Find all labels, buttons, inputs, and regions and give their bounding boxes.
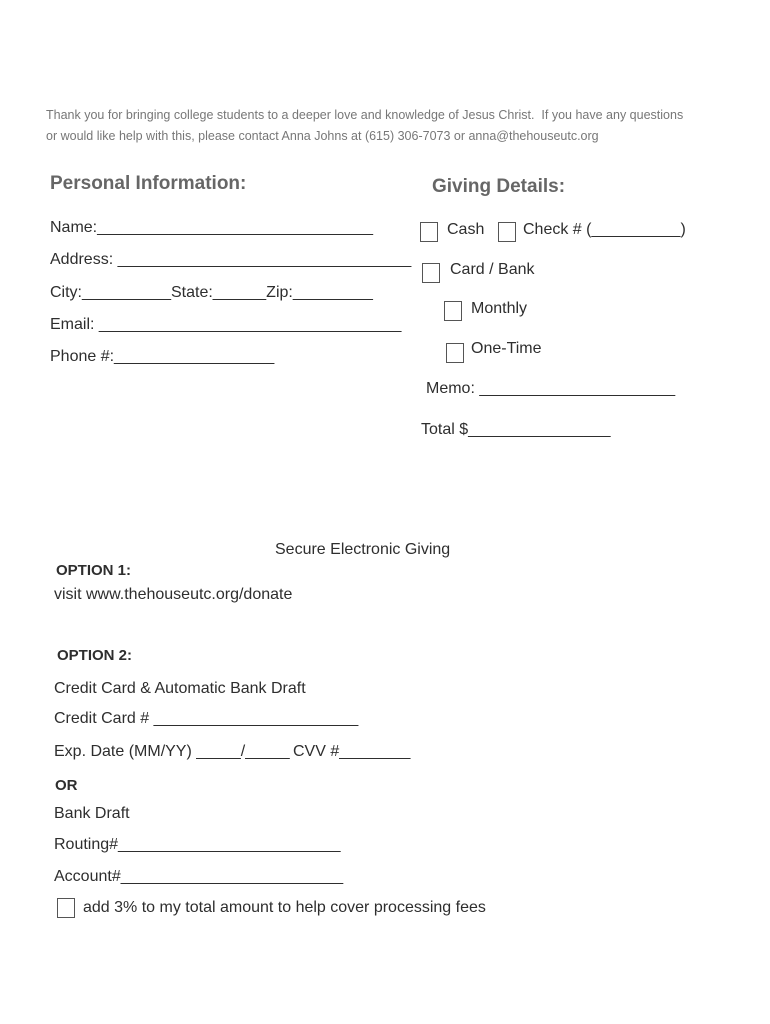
electronic-giving-title: Secure Electronic Giving — [275, 541, 451, 558]
bank-draft-label: Bank Draft — [54, 805, 130, 822]
option1-url[interactable]: visit www.thehouseutc.org/donate — [54, 586, 293, 603]
personal-info-heading: Personal Information: — [50, 173, 247, 194]
check-checkbox[interactable] — [498, 222, 516, 242]
name-field[interactable]: Name:_______________________________ — [50, 219, 373, 236]
card-bank-checkbox[interactable] — [422, 263, 440, 283]
credit-card-field[interactable]: Credit Card # _______________________ — [54, 710, 359, 727]
phone-field[interactable]: Phone #:__________________ — [50, 348, 275, 365]
cash-label: Cash — [447, 221, 485, 238]
email-field[interactable]: Email: __________________________________ — [50, 316, 402, 333]
option2-subtitle: Credit Card & Automatic Bank Draft — [54, 680, 306, 697]
total-field[interactable]: Total $________________ — [421, 421, 611, 438]
one-time-label: One-Time — [471, 340, 542, 357]
cvv-field[interactable]: CVV #________ — [293, 743, 411, 760]
fees-label: add 3% to my total amount to help cover processing fees — [83, 899, 486, 916]
memo-field[interactable]: Memo: ______________________ — [426, 380, 676, 397]
fees-checkbox[interactable] — [57, 898, 75, 918]
option1-label: OPTION 1: — [56, 562, 132, 579]
monthly-checkbox[interactable] — [444, 301, 462, 321]
check-label[interactable]: Check # (__________) — [523, 221, 686, 238]
city-state-zip-field[interactable]: City:__________State:______Zip:_________ — [50, 284, 373, 301]
card-bank-label: Card / Bank — [450, 261, 535, 278]
intro-line-1: Thank you for bringing college students to a deeper love and knowledge of Jesus Christ. If you have any questions — [46, 108, 684, 122]
giving-details-heading: Giving Details: — [432, 176, 566, 197]
monthly-label: Monthly — [471, 300, 528, 317]
intro-line-2: or would like help with this, please contact Anna Johns at (615) 306-7073 or anna@thehouseutc.org — [46, 129, 599, 143]
exp-date-field[interactable]: Exp. Date (MM/YY) _____/_____ — [54, 743, 290, 760]
or-label: OR — [55, 777, 78, 794]
option2-label: OPTION 2: — [57, 647, 133, 664]
routing-field[interactable]: Routing#_________________________ — [54, 836, 341, 853]
cash-checkbox[interactable] — [420, 222, 438, 242]
one-time-checkbox[interactable] — [446, 343, 464, 363]
account-field[interactable]: Account#_________________________ — [54, 868, 344, 885]
address-field[interactable]: Address: _________________________________ — [50, 251, 412, 268]
